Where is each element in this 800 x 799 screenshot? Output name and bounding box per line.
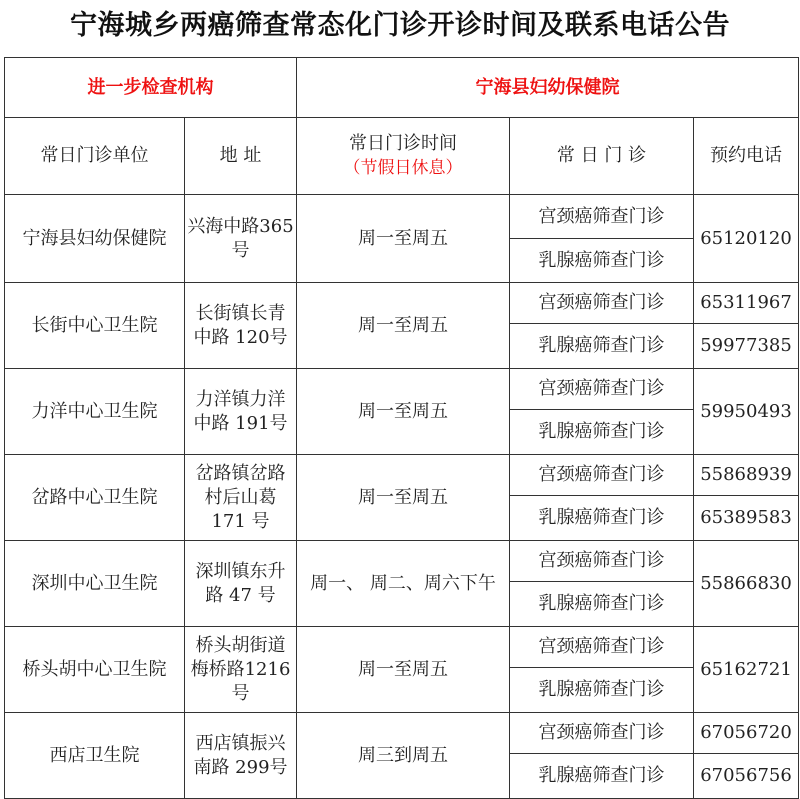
hours-cell: 周一至周五 bbox=[297, 195, 510, 283]
column-header-hours-label: 常日门诊时间 bbox=[349, 133, 457, 154]
unit-cell: 深圳中心卫生院 bbox=[5, 541, 185, 627]
address-cell: 深圳镇东升路 47 号 bbox=[185, 541, 297, 627]
unit-cell: 长街中心卫生院 bbox=[5, 283, 185, 369]
column-header-row bbox=[5, 118, 799, 195]
hours-cell: 周一至周五 bbox=[297, 369, 510, 455]
address-cell: 西店镇振兴南路 299号 bbox=[185, 713, 297, 799]
phone-cell: 65120120 bbox=[694, 195, 799, 283]
table-row bbox=[5, 455, 799, 496]
phone-cell: 65311967 bbox=[694, 283, 799, 324]
clinic-cell: 乳腺癌筛查门诊 bbox=[510, 582, 694, 627]
address-cell: 兴海中路365 号 bbox=[185, 195, 297, 283]
clinic-cell: 宫颈癌筛查门诊 bbox=[510, 369, 694, 410]
clinic-cell: 宫颈癌筛查门诊 bbox=[510, 195, 694, 239]
unit-cell: 桥头胡中心卫生院 bbox=[5, 627, 185, 713]
address-cell: 岔路镇岔路村后山葛 171 号 bbox=[185, 455, 297, 541]
clinic-cell: 乳腺癌筛查门诊 bbox=[510, 496, 694, 541]
table-row bbox=[5, 627, 799, 668]
phone-cell: 59950493 bbox=[694, 369, 799, 455]
phone-cell: 65162721 bbox=[694, 627, 799, 713]
header-further-exam-institution: 进一步检查机构 bbox=[5, 58, 297, 118]
column-header-phone: 预约电话 bbox=[694, 118, 799, 195]
header-hospital-name: 宁海县妇幼保健院 bbox=[297, 58, 799, 118]
phone-cell: 67056756 bbox=[694, 754, 799, 799]
address-cell: 长街镇长青中路 120号 bbox=[185, 283, 297, 369]
clinic-cell: 宫颈癌筛查门诊 bbox=[510, 713, 694, 754]
schedule-table bbox=[4, 57, 799, 799]
table-header-row bbox=[5, 58, 799, 118]
clinic-cell: 宫颈癌筛查门诊 bbox=[510, 541, 694, 582]
clinic-cell: 宫颈癌筛查门诊 bbox=[510, 627, 694, 668]
table-row bbox=[5, 541, 799, 582]
clinic-cell: 乳腺癌筛查门诊 bbox=[510, 754, 694, 799]
table-row bbox=[5, 369, 799, 410]
unit-cell: 岔路中心卫生院 bbox=[5, 455, 185, 541]
phone-cell: 65389583 bbox=[694, 496, 799, 541]
phone-cell: 55866830 bbox=[694, 541, 799, 627]
page-title: 宁海城乡两癌筛查常态化门诊开诊时间及联系电话公告 bbox=[70, 10, 730, 41]
clinic-cell: 乳腺癌筛查门诊 bbox=[510, 410, 694, 455]
column-header-clinic: 常 日 门 诊 bbox=[510, 118, 694, 195]
hours-cell: 周一至周五 bbox=[297, 627, 510, 713]
phone-cell: 59977385 bbox=[694, 324, 799, 369]
hours-cell: 周一、 周二、周六下午 bbox=[297, 541, 510, 627]
unit-cell: 力洋中心卫生院 bbox=[5, 369, 185, 455]
column-header-hours bbox=[297, 118, 510, 195]
column-header-address: 地 址 bbox=[185, 118, 297, 195]
hours-cell: 周一至周五 bbox=[297, 283, 510, 369]
unit-cell: 西店卫生院 bbox=[5, 713, 185, 799]
address-cell: 力洋镇力洋中路 191号 bbox=[185, 369, 297, 455]
holiday-note: （节假日休息） bbox=[343, 158, 463, 178]
clinic-cell: 乳腺癌筛查门诊 bbox=[510, 239, 694, 283]
table-row bbox=[5, 195, 799, 239]
phone-cell: 55868939 bbox=[694, 455, 799, 496]
clinic-cell: 宫颈癌筛查门诊 bbox=[510, 283, 694, 324]
unit-cell: 宁海县妇幼保健院 bbox=[5, 195, 185, 283]
clinic-cell: 乳腺癌筛查门诊 bbox=[510, 324, 694, 369]
clinic-cell: 乳腺癌筛查门诊 bbox=[510, 668, 694, 713]
address-cell: 桥头胡街道梅桥路1216 号 bbox=[185, 627, 297, 713]
hours-cell: 周一至周五 bbox=[297, 455, 510, 541]
clinic-cell: 宫颈癌筛查门诊 bbox=[510, 455, 694, 496]
phone-cell: 67056720 bbox=[694, 713, 799, 754]
table-row bbox=[5, 713, 799, 754]
table-row bbox=[5, 283, 799, 324]
hours-cell: 周三到周五 bbox=[297, 713, 510, 799]
column-header-unit: 常日门诊单位 bbox=[5, 118, 185, 195]
